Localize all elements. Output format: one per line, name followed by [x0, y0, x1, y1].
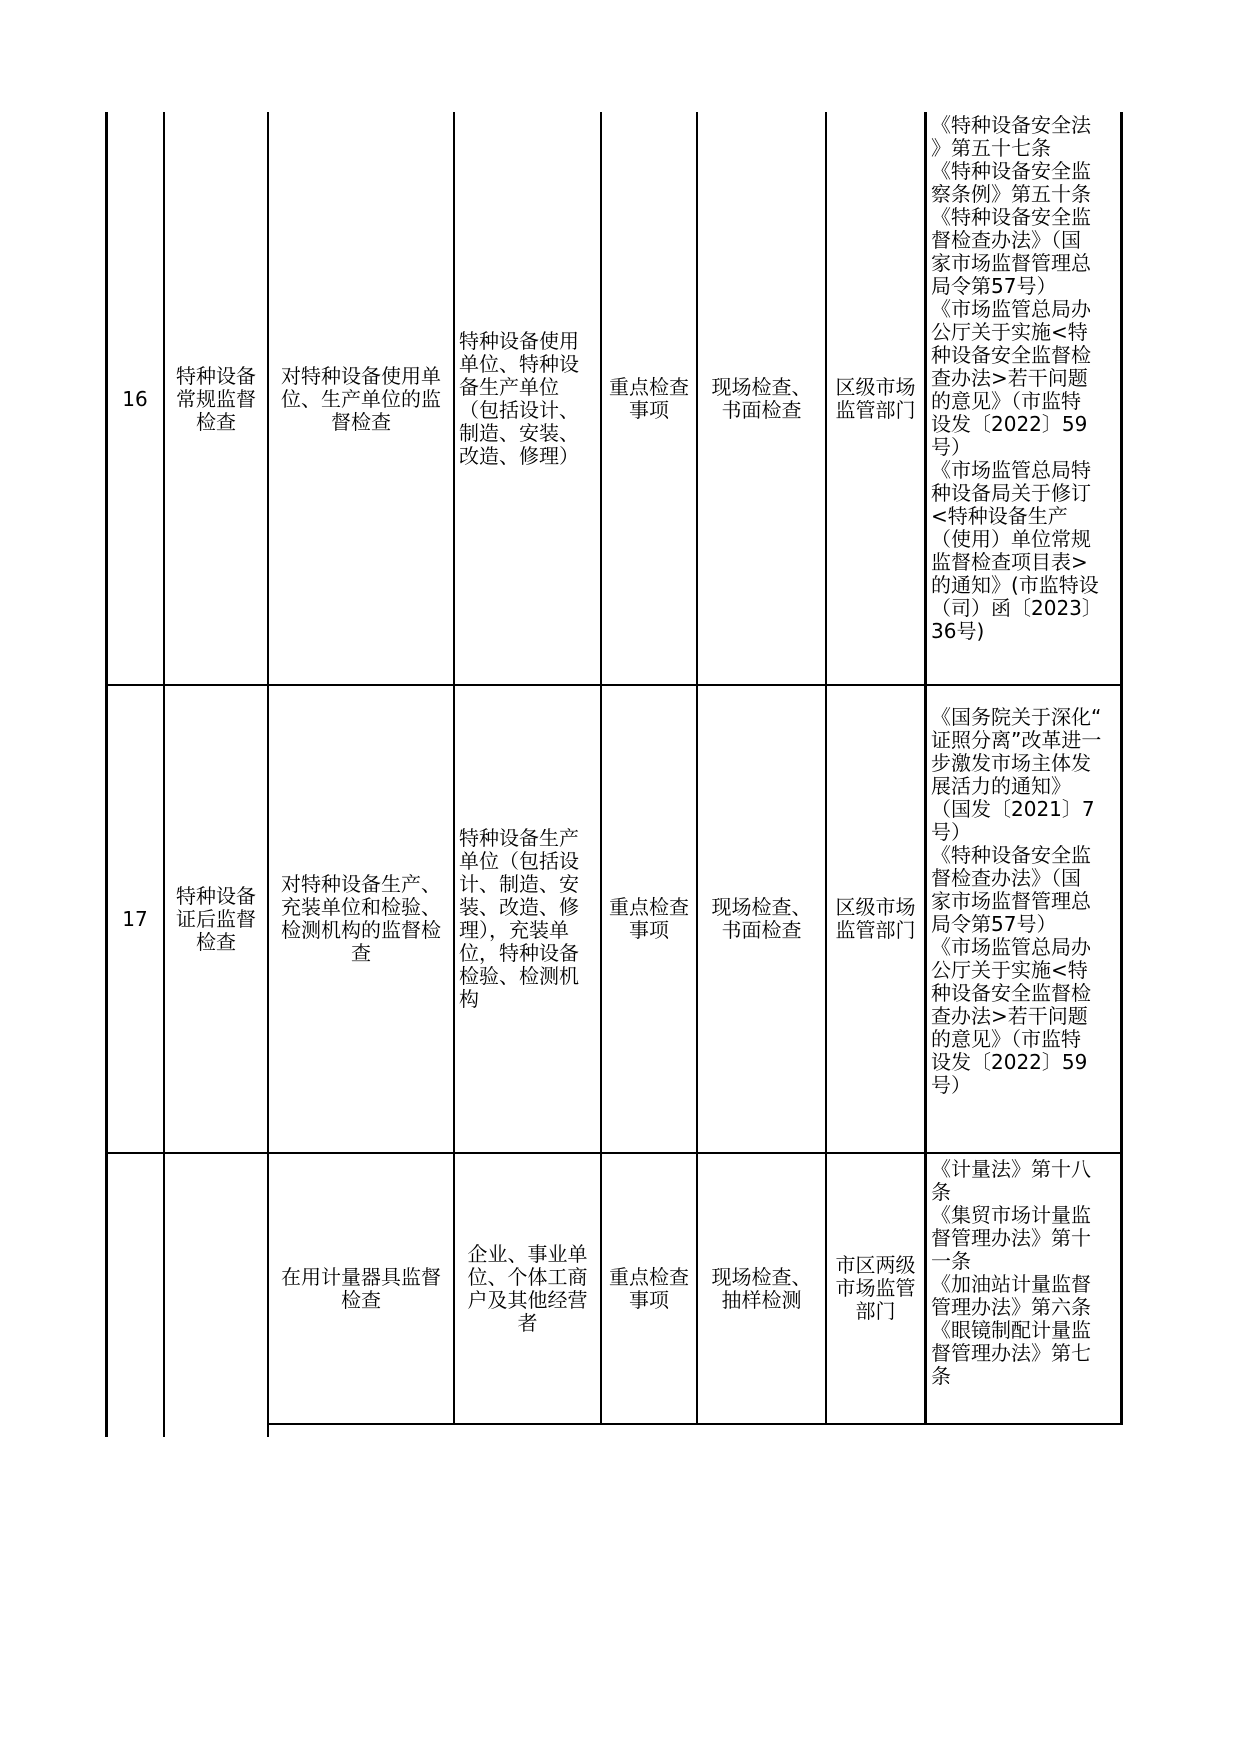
row18-basis-cell	[927, 1154, 1120, 1423]
row16-category: 特种设备 常规监督 检查	[176, 363, 256, 434]
row18-basis: 《计量法》第十八 条 《集贸市场计量监 督管理办法》第十 一条 《加油站计量监督 管理办法》第六条 《眼镜制配计量监 督管理办法》第七 条	[931, 1157, 1091, 1388]
row17-number: 17	[122, 906, 148, 931]
row16-method-cell	[698, 114, 825, 684]
row18-method-cell	[698, 1154, 825, 1423]
row17-object-cell	[455, 686, 600, 1152]
row18-dept-cell	[827, 1154, 924, 1423]
row16-dept: 区级市场 监管部门	[835, 375, 916, 422]
row17-dept: 区级市场 监管部门	[835, 895, 916, 942]
row17-basis-cell	[927, 686, 1120, 1152]
row17-number-cell	[107, 686, 163, 1152]
row16-object: 特种设备使用 单位、特种设 备生产单位 （包括设计、 制造、安装、 改造、修理）	[459, 329, 579, 468]
row18-method: 现场检查、 抽样检测	[711, 1264, 812, 1312]
row17-object: 特种设备生产 单位（包括设 计、制造、安 装、改造、修 理），充装单 位，特种设备 检验、检测机 构	[459, 826, 579, 1011]
row16-item: 对特种设备使用单 位、生产单位的监 督检查	[281, 363, 441, 434]
row18-object: 企业、事业单 位、个体工商 户及其他经营 者	[467, 1241, 588, 1335]
row18-dept: 市区两级 市场监管 部门	[835, 1253, 916, 1323]
row16-number-cell	[107, 114, 163, 684]
row18-category-cell	[165, 1154, 267, 1423]
table-bottom-partial	[267, 1423, 1123, 1425]
row16-type-cell	[602, 114, 696, 684]
row17-type-cell	[602, 686, 696, 1152]
row18-item-cell	[269, 1154, 453, 1423]
row16-basis: 《特种设备安全法 》第五十七条 《特种设备安全监 察条例》第五十条 《特种设备安全监 督检查办法》（国 家市场监督管理总 局令第57号） 《市场监管总局办 公厅关于实施<特 种设备安全监督检 查办法>若干问题 的意见》（市监特 设发〔2022〕59 号） 《市场监管总局特 种设备局关于修订 <特种设备生产 （使用）单位常规 监督检查项目表> 的通知》(市监特设 （司）函〔2023〕 36号)	[931, 113, 1102, 643]
row16-type: 重点检查 事项	[609, 375, 689, 422]
row17-dept-cell	[827, 686, 924, 1152]
row18-type: 重点检查 事项	[609, 1264, 689, 1312]
table-border-right	[1120, 112, 1123, 1425]
row16-item-cell	[269, 114, 453, 684]
row16-method: 现场检查、 书面检查	[711, 375, 812, 422]
row16-object-cell	[455, 114, 600, 684]
row16-basis-cell	[927, 112, 1120, 684]
row16-dept-cell	[827, 114, 924, 684]
row18-item: 在用计量器具监督 检查	[281, 1264, 441, 1312]
row17-category: 特种设备 证后监督 检查	[176, 883, 256, 954]
row16-category-cell	[165, 114, 267, 684]
row17-method-cell	[698, 686, 825, 1152]
row18-object-cell	[455, 1154, 600, 1423]
row17-basis: 《国务院关于深化“ 证照分离”改革进一 步激发市场主体发 展活力的通知》 （国发〔2021〕7 号） 《特种设备安全监 督检查办法》（国 家市场监督管理总 局令第57号） 《市场监管总局办 公厅关于实施<特 种设备安全监督检 查办法>若干问题 的意见》（市监特 设发〔2022〕59 号）	[931, 705, 1102, 1097]
row17-method: 现场检查、 书面检查	[711, 895, 812, 942]
row16-number: 16	[122, 386, 148, 411]
row18-number-cell	[107, 1154, 163, 1423]
row17-category-cell	[165, 686, 267, 1152]
row17-item: 对特种设备生产、 充装单位和检验、 检测机构的监督检 查	[281, 872, 441, 965]
row17-type: 重点检查 事项	[609, 895, 689, 942]
row17-item-cell	[269, 686, 453, 1152]
row18-type-cell	[602, 1154, 696, 1423]
